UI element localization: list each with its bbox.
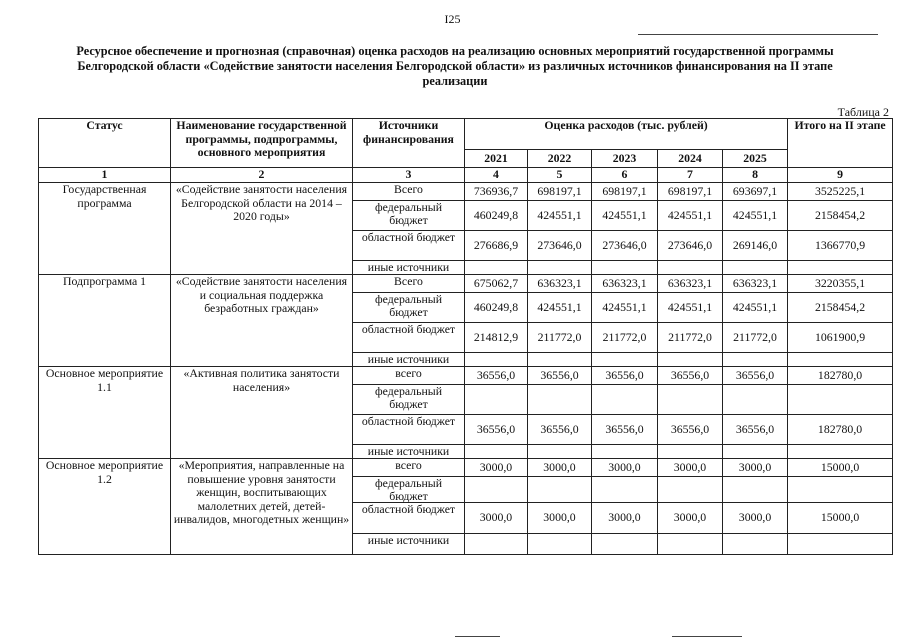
header-row — [39, 119, 893, 150]
page-number: I25 — [444, 12, 461, 26]
year-value-cell — [528, 261, 592, 275]
title-line: реализации — [422, 74, 488, 88]
column-number: 9 — [788, 168, 893, 183]
source-cell: Всего — [353, 183, 465, 201]
year-value-cell: 273646,0 — [658, 231, 723, 261]
year-value-cell: 424551,1 — [723, 293, 788, 323]
column-number: 5 — [528, 168, 592, 183]
year-value-cell: 460249,8 — [465, 201, 528, 231]
year-value-cell: 424551,1 — [658, 201, 723, 231]
year-value-cell — [658, 385, 723, 415]
title-line: Белгородской области «Содействие занятости населения Белгородской области» из различных источников финансирования на II этапе — [77, 59, 833, 73]
year-value-cell — [592, 353, 658, 367]
total-value-cell: 15000,0 — [788, 459, 893, 477]
status-cell: Государственная программа — [39, 183, 171, 275]
year-value-cell: 3000,0 — [723, 503, 788, 534]
total-value-cell: 182780,0 — [788, 367, 893, 385]
year-value-cell — [592, 385, 658, 415]
year-value-cell: 3000,0 — [528, 503, 592, 534]
year-value-cell: 36556,0 — [465, 415, 528, 445]
source-cell: федеральный бюджет — [353, 477, 465, 503]
source-cell: областной бюджет — [353, 503, 465, 534]
program-name-cell: «Активная политика занятости населения» — [171, 367, 353, 459]
year-value-cell — [528, 385, 592, 415]
total-value-cell — [788, 477, 893, 503]
year-value-cell: 36556,0 — [658, 415, 723, 445]
year-value-cell: 3000,0 — [592, 503, 658, 534]
year-value-cell — [723, 477, 788, 503]
column-number: 6 — [592, 168, 658, 183]
year-value-cell: 3000,0 — [723, 459, 788, 477]
source-cell: иные источники — [353, 261, 465, 275]
header-estimate: Оценка расходов (тыс. рублей) — [465, 119, 788, 150]
source-cell: иные источники — [353, 534, 465, 555]
document-title — [40, 44, 870, 89]
table-label: Таблица 2 — [837, 105, 889, 119]
year-value-cell: 675062,7 — [465, 275, 528, 293]
year-value-cell: 36556,0 — [592, 415, 658, 445]
year-value-cell — [658, 477, 723, 503]
year-value-cell — [465, 353, 528, 367]
total-value-cell: 1366770,9 — [788, 231, 893, 261]
year-value-cell: 36556,0 — [592, 367, 658, 385]
total-value-cell: 182780,0 — [788, 415, 893, 445]
total-value-cell: 15000,0 — [788, 503, 893, 534]
year-value-cell: 460249,8 — [465, 293, 528, 323]
header-year: 2022 — [528, 150, 592, 168]
scan-mark — [638, 34, 878, 35]
year-value-cell: 693697,1 — [723, 183, 788, 201]
year-value-cell — [465, 261, 528, 275]
total-value-cell — [788, 385, 893, 415]
year-value-cell: 424551,1 — [658, 293, 723, 323]
scan-mark — [455, 636, 500, 637]
year-value-cell: 424551,1 — [723, 201, 788, 231]
year-value-cell: 3000,0 — [465, 459, 528, 477]
column-number: 2 — [171, 168, 353, 183]
source-cell: Всего — [353, 275, 465, 293]
year-value-cell — [723, 445, 788, 459]
year-value-cell: 698197,1 — [592, 183, 658, 201]
program-name-cell: «Содействие занятости населения Белгородской области на 2014 – 2020 годы» — [171, 183, 353, 275]
year-value-cell — [658, 261, 723, 275]
year-value-cell: 36556,0 — [723, 415, 788, 445]
year-value-cell: 211772,0 — [592, 323, 658, 353]
source-cell: федеральный бюджет — [353, 201, 465, 231]
year-value-cell — [658, 534, 723, 555]
source-cell: всего — [353, 459, 465, 477]
year-value-cell — [658, 353, 723, 367]
year-value-cell: 211772,0 — [658, 323, 723, 353]
year-value-cell — [528, 477, 592, 503]
header-total: Итого на II этапе — [788, 119, 893, 168]
column-number: 1 — [39, 168, 171, 183]
program-name-cell: «Мероприятия, направленные на повышение уровня занятости женщин, воспитывающих малолетних детей, детей-инвалидов, многодетных женщин» — [171, 459, 353, 555]
year-value-cell — [723, 534, 788, 555]
column-number: 3 — [353, 168, 465, 183]
year-value-cell: 3000,0 — [658, 459, 723, 477]
total-value-cell — [788, 261, 893, 275]
header-sources: Источники финансирования — [353, 119, 465, 168]
column-numbers-row — [39, 168, 893, 183]
year-value-cell: 3000,0 — [528, 459, 592, 477]
total-value-cell — [788, 534, 893, 555]
source-cell: всего — [353, 367, 465, 385]
scan-mark — [672, 636, 742, 637]
source-cell: иные источники — [353, 445, 465, 459]
table-row — [39, 275, 893, 293]
total-value-cell — [788, 353, 893, 367]
year-value-cell: 424551,1 — [528, 201, 592, 231]
year-value-cell — [658, 445, 723, 459]
total-value-cell: 2158454,2 — [788, 201, 893, 231]
total-value-cell: 1061900,9 — [788, 323, 893, 353]
year-value-cell — [592, 261, 658, 275]
year-value-cell: 273646,0 — [528, 231, 592, 261]
source-cell: федеральный бюджет — [353, 293, 465, 323]
year-value-cell: 36556,0 — [658, 367, 723, 385]
year-value-cell: 211772,0 — [723, 323, 788, 353]
year-value-cell — [465, 445, 528, 459]
table-row — [39, 183, 893, 201]
status-cell: Основное мероприятие 1.1 — [39, 367, 171, 459]
column-number: 8 — [723, 168, 788, 183]
source-cell: областной бюджет — [353, 231, 465, 261]
year-value-cell: 3000,0 — [465, 503, 528, 534]
year-value-cell — [592, 477, 658, 503]
year-value-cell — [592, 445, 658, 459]
column-number: 7 — [658, 168, 723, 183]
year-value-cell: 36556,0 — [528, 415, 592, 445]
source-cell: иные источники — [353, 353, 465, 367]
source-cell: областной бюджет — [353, 415, 465, 445]
year-value-cell: 3000,0 — [592, 459, 658, 477]
year-value-cell: 424551,1 — [592, 293, 658, 323]
year-value-cell: 273646,0 — [592, 231, 658, 261]
table-row — [39, 459, 893, 477]
title-line: Ресурсное обеспечение и прогнозная (справочная) оценка расходов на реализацию основных мероприятий государственной программы — [76, 44, 834, 58]
table-body — [39, 183, 893, 555]
year-value-cell: 36556,0 — [465, 367, 528, 385]
year-value-cell: 636323,1 — [592, 275, 658, 293]
year-value-cell: 698197,1 — [658, 183, 723, 201]
year-value-cell: 36556,0 — [723, 367, 788, 385]
year-value-cell — [592, 534, 658, 555]
year-value-cell: 698197,1 — [528, 183, 592, 201]
source-cell: федеральный бюджет — [353, 385, 465, 415]
year-value-cell — [723, 353, 788, 367]
year-value-cell: 636323,1 — [528, 275, 592, 293]
year-value-cell: 36556,0 — [528, 367, 592, 385]
year-value-cell — [723, 261, 788, 275]
year-value-cell: 3000,0 — [658, 503, 723, 534]
header-year: 2021 — [465, 150, 528, 168]
status-cell: Основное мероприятие 1.2 — [39, 459, 171, 555]
budget-table — [38, 118, 893, 555]
header-year: 2025 — [723, 150, 788, 168]
year-value-cell: 424551,1 — [592, 201, 658, 231]
table-row — [39, 367, 893, 385]
year-value-cell: 269146,0 — [723, 231, 788, 261]
year-value-cell — [465, 385, 528, 415]
year-value-cell: 736936,7 — [465, 183, 528, 201]
total-value-cell — [788, 445, 893, 459]
total-value-cell: 3220355,1 — [788, 275, 893, 293]
year-value-cell — [528, 534, 592, 555]
year-value-cell: 211772,0 — [528, 323, 592, 353]
column-number: 4 — [465, 168, 528, 183]
source-cell: областной бюджет — [353, 323, 465, 353]
year-value-cell — [528, 353, 592, 367]
header-status: Статус — [39, 119, 171, 168]
header-year: 2023 — [592, 150, 658, 168]
status-cell: Подпрограмма 1 — [39, 275, 171, 367]
year-value-cell — [528, 445, 592, 459]
year-value-cell: 276686,9 — [465, 231, 528, 261]
year-value-cell: 636323,1 — [658, 275, 723, 293]
year-value-cell: 424551,1 — [528, 293, 592, 323]
total-value-cell: 3525225,1 — [788, 183, 893, 201]
year-value-cell: 636323,1 — [723, 275, 788, 293]
year-value-cell — [465, 534, 528, 555]
program-name-cell: «Содействие занятости населения и социальная поддержка безработных граждан» — [171, 275, 353, 367]
year-value-cell — [723, 385, 788, 415]
total-value-cell: 2158454,2 — [788, 293, 893, 323]
header-year: 2024 — [658, 150, 723, 168]
year-value-cell: 214812,9 — [465, 323, 528, 353]
year-value-cell — [465, 477, 528, 503]
header-name: Наименование государственной программы, подпрограммы, основного мероприятия — [171, 119, 353, 168]
